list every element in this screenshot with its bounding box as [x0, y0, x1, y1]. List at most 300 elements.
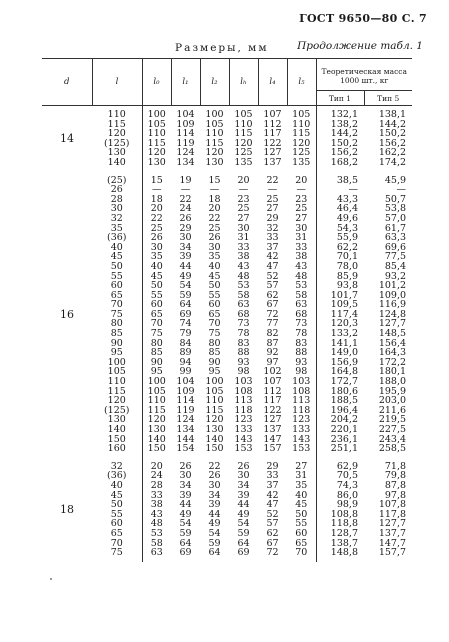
- table-cell: 115: [292, 128, 311, 140]
- table-cell: 67: [266, 537, 279, 549]
- table-cell: 109,0: [378, 289, 407, 301]
- table-cell: 30: [237, 222, 250, 234]
- table-cell: —: [348, 184, 358, 196]
- table-cell: —: [396, 184, 407, 196]
- table-cell: 15: [150, 174, 163, 186]
- table-cell: 32: [110, 212, 123, 224]
- table-cell: 22: [150, 212, 163, 224]
- table-cell: 40: [208, 260, 221, 272]
- table-cell: 70: [110, 537, 123, 549]
- table-cell: 68: [295, 308, 308, 320]
- table-cell: 130: [205, 156, 224, 168]
- table-cell: 100: [205, 376, 224, 388]
- table-cell: 122: [263, 404, 282, 416]
- table-cell: 120: [107, 395, 126, 407]
- table-cell: 97: [266, 356, 279, 368]
- table-cell: 22: [208, 212, 221, 224]
- table-cell: 107,8: [378, 499, 407, 511]
- table-cell: 143: [234, 433, 253, 445]
- table-cell: 90: [208, 356, 221, 368]
- table-cell: 53,8: [384, 203, 407, 215]
- table-cell: 27: [266, 203, 279, 215]
- table-cell: 60: [110, 280, 123, 292]
- table-cell: 130: [107, 414, 126, 426]
- table-cell: 88: [237, 347, 250, 359]
- col-header-l2: l₂: [200, 59, 229, 106]
- table-cell: 160: [107, 443, 126, 455]
- col-header-l0: l₀: [142, 59, 171, 106]
- l5-column: [287, 176, 316, 454]
- table-cell: 49: [179, 270, 192, 282]
- l5-column: [287, 110, 316, 168]
- table-cell: 69: [179, 547, 192, 559]
- table-cell: 35: [295, 479, 308, 491]
- table-cell: 61,7: [384, 222, 407, 234]
- table-cell: 50: [110, 260, 123, 272]
- table-cell: 22: [179, 193, 192, 205]
- table-cell: 105: [147, 118, 166, 130]
- l4-column: [258, 110, 287, 168]
- table-cell: 83: [237, 337, 250, 349]
- table-cell: 55: [208, 289, 221, 301]
- table-cell: 43,3: [336, 193, 358, 205]
- table-cell: 28: [110, 193, 123, 205]
- table-cell: 30: [237, 470, 250, 482]
- l1-column: [171, 110, 200, 168]
- table-cell: 52: [266, 508, 279, 520]
- table-cell: 53: [237, 280, 250, 292]
- table-cell: 87,8: [384, 479, 407, 491]
- table-cell: 134: [176, 424, 195, 435]
- table-cell: 118: [292, 404, 311, 416]
- col-header-mass: Теоретическая масса 1000 шт., кг: [316, 59, 412, 91]
- table-cell: 78: [295, 328, 308, 340]
- table-cell: 117: [263, 128, 282, 140]
- table-cell: 118: [234, 404, 253, 416]
- table-cell: 110: [147, 128, 166, 140]
- table-cell: 74,3: [336, 479, 358, 491]
- table-cell: 150: [205, 443, 224, 455]
- table-cell: 95: [150, 366, 163, 378]
- table-cell: 39: [179, 489, 192, 501]
- table-cell: 110: [292, 118, 311, 130]
- l-column: [92, 176, 142, 454]
- l2-column: [200, 462, 229, 558]
- table-cell: 27: [295, 460, 308, 472]
- lh-column: [229, 110, 258, 168]
- table-cell: 77: [266, 318, 279, 330]
- table-cell: 122: [263, 137, 282, 149]
- table-cell: 128,7: [330, 527, 358, 539]
- table-cell: 62: [266, 527, 279, 539]
- table-cell: 70: [208, 318, 221, 330]
- table-cell: 127: [263, 414, 282, 426]
- table-cell: 130: [107, 147, 126, 159]
- table-cell: 45: [208, 270, 221, 282]
- table-cell: 220,1: [330, 424, 358, 435]
- table-cell: 120: [147, 147, 166, 159]
- table-cell: 105: [234, 109, 253, 120]
- table-cell: 38: [150, 499, 163, 511]
- l4-column: [258, 176, 287, 454]
- table-cell: 32: [110, 460, 123, 472]
- mass-type1-column: [317, 462, 365, 558]
- table-cell: 73: [295, 318, 308, 330]
- table-cell: 64: [179, 299, 192, 311]
- table-cell: 115: [234, 128, 253, 140]
- table-cell: 70,1: [336, 251, 358, 263]
- table-cell: 112: [263, 118, 282, 130]
- lh-column: [229, 176, 258, 454]
- table-cell: 109: [176, 118, 195, 130]
- table-cell: 33: [150, 489, 163, 501]
- table-cell: 157: [263, 443, 282, 455]
- l-column: [92, 110, 142, 168]
- table-cell: 65: [150, 308, 163, 320]
- table-cell: 141,1: [330, 337, 358, 349]
- table-cell: 124: [176, 147, 195, 159]
- table-cell: 127,7: [378, 518, 407, 530]
- table-cell: 110: [107, 109, 126, 120]
- table-cell: 180,1: [378, 366, 407, 378]
- table-cell: 109: [176, 385, 195, 397]
- table-cell: 104: [176, 109, 195, 120]
- table-cell: 63: [237, 299, 250, 311]
- table-cell: 59: [179, 527, 192, 539]
- table-cell: 130: [205, 424, 224, 435]
- table-cell: 22: [208, 460, 221, 472]
- table-cell: 258,5: [378, 443, 407, 455]
- table-cell: 172,2: [378, 356, 407, 368]
- table-cell: 137,7: [378, 527, 407, 539]
- table-cell: (36): [106, 470, 127, 482]
- col-header-type5: Тип 5: [364, 91, 412, 106]
- table-cell: 48: [237, 270, 250, 282]
- table-cell: 34: [179, 479, 192, 491]
- table-cell: 127: [263, 147, 282, 159]
- document-reference: ГОСТ 9650—80 С. 7: [299, 12, 427, 25]
- table-cell: 130: [147, 156, 166, 168]
- table-cell: 78: [237, 328, 250, 340]
- table-cell: 95: [110, 347, 123, 359]
- dimensions-caption: Размеры, мм: [175, 42, 269, 54]
- table-cell: (125): [103, 404, 130, 416]
- table-cell: 119: [176, 404, 195, 416]
- table-cell: 55: [295, 518, 308, 530]
- table-cell: 75: [208, 328, 221, 340]
- table-cell: 44: [237, 499, 250, 511]
- table-cell: 73: [237, 318, 250, 330]
- l0-column: [143, 110, 172, 168]
- table-section-d18: [42, 458, 412, 562]
- table-cell: 120: [205, 414, 224, 426]
- table-cell: 49: [208, 518, 221, 530]
- table-cell: 100: [205, 109, 224, 120]
- table-cell: 150: [107, 433, 126, 445]
- table-cell: 103: [234, 376, 253, 388]
- table-cell: 44: [179, 499, 192, 511]
- table-cell: 133: [292, 424, 311, 435]
- table-cell: 24: [150, 470, 163, 482]
- table-cell: 251,1: [330, 443, 358, 455]
- table-cell: 114: [176, 128, 195, 140]
- table-cell: 115: [205, 404, 224, 416]
- table-cell: 204,2: [330, 414, 358, 426]
- table-cell: 125: [234, 147, 253, 159]
- table-cell: 63: [150, 547, 163, 559]
- table-cell: 33: [295, 241, 308, 253]
- table-cell: 157,7: [378, 547, 407, 559]
- table-cell: 110: [107, 376, 126, 388]
- table-cell: 33: [266, 232, 279, 244]
- table-cell: 55: [150, 289, 163, 301]
- table-cell: 38: [237, 251, 250, 263]
- table-cell: 105: [147, 385, 166, 397]
- table-cell: 174,2: [378, 156, 407, 168]
- table-cell: 88: [295, 347, 308, 359]
- table-cell: 43: [150, 508, 163, 520]
- col-header-l4: l₄: [258, 59, 287, 106]
- table-cell: 112: [263, 385, 282, 397]
- table-cell: 22: [266, 174, 279, 186]
- table-cell: 49: [179, 508, 192, 520]
- table-cell: 100: [147, 376, 166, 388]
- d-value-cell: 18: [60, 503, 74, 517]
- table-cell: 115: [147, 404, 166, 416]
- table-cell: 31: [237, 232, 250, 244]
- table-cell: 168,2: [330, 156, 358, 168]
- table-cell: 26: [237, 460, 250, 472]
- table-cell: —: [296, 184, 306, 196]
- table-cell: 156,4: [378, 337, 407, 349]
- table-cell: 64: [237, 537, 250, 549]
- table-cell: 60: [295, 527, 308, 539]
- table-cell: 39: [179, 251, 192, 263]
- table-cell: 54,3: [336, 222, 358, 234]
- l2-column: [200, 176, 229, 454]
- table-cell: 116,9: [378, 299, 407, 311]
- table-cell: 54: [179, 518, 192, 530]
- mass-type1-column: [317, 110, 365, 168]
- table-cell: 67: [266, 299, 279, 311]
- table-cell: 52: [266, 270, 279, 282]
- table-cell: 138,1: [378, 109, 407, 120]
- table-cell: 102: [263, 366, 282, 378]
- table-cell: 31: [295, 470, 308, 482]
- table-cell: 60: [110, 518, 123, 530]
- table-cell: 85,4: [384, 260, 407, 272]
- table-cell: 87: [266, 337, 279, 349]
- table-cell: 62,2: [336, 241, 358, 253]
- table-cell: 78,0: [336, 260, 358, 272]
- table-cell: 101,2: [378, 280, 407, 292]
- l1-column: [171, 176, 200, 454]
- table-cell: 44: [208, 508, 221, 520]
- table-cell: 103: [292, 376, 311, 388]
- l0-column: [143, 176, 172, 454]
- table-cell: 35: [110, 222, 123, 234]
- table-cell: 85: [150, 347, 163, 359]
- table-cell: 196,4: [330, 404, 358, 416]
- table-cell: 117,4: [330, 308, 358, 320]
- table-cell: 85,9: [336, 270, 358, 282]
- table-cell: 69: [237, 547, 250, 559]
- table-cell: 108,8: [330, 508, 358, 520]
- table-cell: 135: [292, 156, 311, 168]
- table-cell: 148,5: [378, 328, 407, 340]
- table-cell: 26: [179, 460, 192, 472]
- table-cell: 20: [237, 174, 250, 186]
- table-cell: 120: [205, 147, 224, 159]
- table-cell: 20: [208, 203, 221, 215]
- table-cell: 243,4: [378, 433, 407, 445]
- table-cell: 211,6: [378, 404, 407, 416]
- table-cell: 64: [208, 547, 221, 559]
- table-cell: 40: [110, 241, 123, 253]
- table-cell: 20: [295, 174, 308, 186]
- table-cell: 77,5: [384, 251, 407, 263]
- table-cell: 70,5: [336, 470, 358, 482]
- table-cell: 101,7: [330, 289, 358, 301]
- table-cell: 80: [208, 337, 221, 349]
- table-cell: 133: [234, 424, 253, 435]
- table-cell: 93,8: [336, 280, 358, 292]
- table-cell: 98: [237, 366, 250, 378]
- table-cell: 44: [179, 260, 192, 272]
- table-cell: 62,9: [336, 460, 358, 472]
- table-cell: 31: [295, 232, 308, 244]
- table-cell: 107: [263, 109, 282, 120]
- table-cell: 120: [292, 137, 311, 149]
- table-cell: 135: [234, 156, 253, 168]
- table-cell: 57,0: [384, 212, 407, 224]
- col-header-l5: l₅: [287, 59, 316, 106]
- table-cell: (25): [106, 174, 127, 186]
- l2-column: [200, 110, 229, 168]
- table-cell: 35: [150, 251, 163, 263]
- table-cell: 118,8: [330, 518, 358, 530]
- table-cell: 68: [237, 308, 250, 320]
- table-cell: 50: [295, 508, 308, 520]
- continuation-caption: Продолжение табл. 1: [297, 40, 423, 52]
- table-cell: 58: [150, 537, 163, 549]
- table-cell: 140: [147, 433, 166, 445]
- table-cell: 45,9: [384, 174, 407, 186]
- table-cell: 37: [266, 479, 279, 491]
- table-cell: 26: [208, 470, 221, 482]
- table-cell: 80: [150, 337, 163, 349]
- table-cell: 143: [292, 433, 311, 445]
- table-cell: 57: [266, 518, 279, 530]
- table-cell: 39: [208, 499, 221, 511]
- table-cell: 45: [110, 251, 123, 263]
- table-cell: 153: [234, 443, 253, 455]
- table-cell: 54: [179, 280, 192, 292]
- d-value-cell: 14: [60, 132, 74, 146]
- table-cell: —: [267, 184, 278, 196]
- table-cell: 156,9: [330, 356, 358, 368]
- table-cell: 69: [179, 308, 192, 320]
- table-cell: 26: [208, 232, 221, 244]
- table-cell: 79,8: [384, 470, 407, 482]
- table-cell: 25: [237, 203, 250, 215]
- table-cell: —: [180, 184, 191, 196]
- d-value-cell: 16: [60, 308, 74, 322]
- table-cell: 33: [266, 470, 279, 482]
- table-cell: 203,0: [378, 395, 407, 407]
- table-cell: 123: [292, 414, 311, 426]
- table-cell: 74: [179, 318, 192, 330]
- table-cell: 50: [110, 499, 123, 511]
- table-cell: 107: [263, 376, 282, 388]
- table-cell: 72: [266, 547, 279, 559]
- table-cell: 83: [295, 337, 308, 349]
- table-cell: 172,7: [330, 376, 358, 388]
- mass-type5-column: [364, 110, 412, 168]
- l4-column: [258, 462, 287, 558]
- table-cell: 32: [266, 222, 279, 234]
- table-cell: 65: [295, 537, 308, 549]
- table-cell: 82: [266, 328, 279, 340]
- table-cell: 75: [150, 328, 163, 340]
- table-cell: 42: [266, 489, 279, 501]
- table-cell: 47: [266, 260, 279, 272]
- table-cell: 124,8: [378, 308, 407, 320]
- table-cell: 180,6: [330, 385, 358, 397]
- table-cell: 120: [147, 414, 166, 426]
- table-cell: 115: [107, 118, 126, 130]
- table-cell: 137: [263, 156, 282, 168]
- table-cell: 26: [150, 232, 163, 244]
- table-cell: 25: [295, 203, 308, 215]
- table-cell: 80: [110, 318, 123, 330]
- table-cell: 100: [107, 356, 126, 368]
- table-cell: 47: [266, 499, 279, 511]
- table-cell: 25: [266, 193, 279, 205]
- table-cell: 105: [205, 118, 224, 130]
- table-cell: 28: [150, 479, 163, 491]
- table-cell: 85: [208, 347, 221, 359]
- table-cell: 110: [147, 395, 166, 407]
- table-cell: 140: [205, 433, 224, 445]
- table-cell: 53: [295, 280, 308, 292]
- table-cell: 120: [234, 137, 253, 149]
- table-cell: 58: [295, 289, 308, 301]
- table-cell: 125: [292, 147, 311, 159]
- table-cell: 42: [266, 251, 279, 263]
- table-cell: 154: [176, 443, 195, 455]
- table-cell: 236,1: [330, 433, 358, 445]
- table-cell: 57: [266, 280, 279, 292]
- table-cell: 26: [110, 184, 123, 196]
- table-cell: 39: [237, 489, 250, 501]
- table-cell: 69,6: [384, 241, 407, 253]
- table-cell: 54: [208, 527, 221, 539]
- mass-type1-column: [317, 176, 365, 454]
- table-cell: 33: [237, 241, 250, 253]
- table-cell: 94: [179, 356, 192, 368]
- table-cell: 140: [107, 156, 126, 168]
- table-cell: 50: [150, 280, 163, 292]
- table-cell: 132,1: [330, 109, 358, 120]
- table-cell: 90: [110, 337, 123, 349]
- table-cell: 49,6: [336, 212, 358, 224]
- table-cell: 25: [208, 222, 221, 234]
- table-cell: 115: [147, 137, 166, 149]
- table-cell: 124: [176, 414, 195, 426]
- table-cell: 93: [237, 356, 250, 368]
- table-cell: 130: [147, 424, 166, 435]
